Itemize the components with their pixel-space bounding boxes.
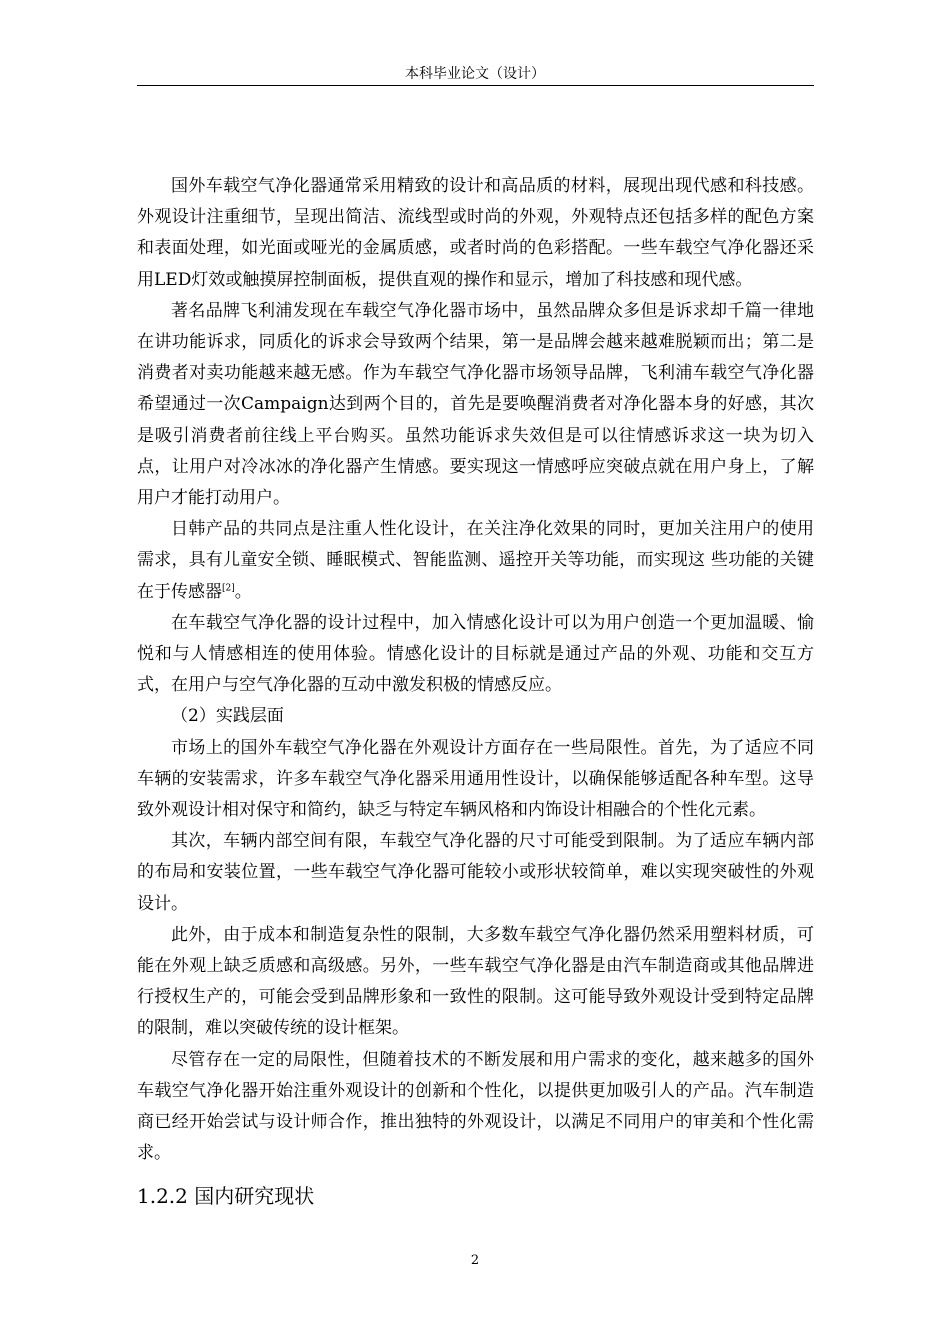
citation-ref: [2]: [222, 582, 235, 593]
citation-suffix: 。: [234, 581, 252, 602]
paragraph-trend: 尽管存在一定的局限性，但随着技术的不断发展和用户需求的变化，越来越多的国外车载空气净化器开始注重外观设计的创新和个性化，以提供更加吸引人的产品。汽车制造商已经开始尝试与设计师合作，推出独特的外观设计，以满足不同用户的审美和个性化需求。: [137, 1049, 814, 1164]
document-body: [137, 171, 814, 1216]
paragraph-space-limitations: 其次，车辆内部空间有限，车载空气净化器的尺寸可能受到限制。为了适应车辆内部的布局和安装位置，一些车载空气净化器可能较小或形状较简单，难以实现突破性的外观设计。: [137, 831, 814, 914]
paragraph-philips-case: 著名品牌飞利浦发现在车载空气净化器市场中，虽然品牌众多但是诉求却千篇一律地在讲功能诉求，同质化的诉求会导致两个结果，第一是品牌会越来越难脱颖而出；第二是消费者对卖功能越来越无感。作为车载空气净化器市场领导品牌，飞利浦车载空气净化器希望通过一次Campaign达到两个目的，首先是要唤醒消费者对净化器本身的好感，其次是吸引消费者前往线上平台购买。虽然功能诉求失效但是可以往情感诉求这一块为切入点，让用户对冷冰冰的净化器产生情感。要实现这一情感呼应突破点就在用户身上，了解用户才能打动用户。: [137, 300, 814, 509]
subheading-practice-level: （2）实践层面: [171, 706, 284, 727]
section-heading: 1.2.2 国内研究现状: [137, 1183, 315, 1208]
paragraph-foreign-design: 国外车载空气净化器通常采用精致的设计和高品质的材料，展现出现代感和科技感。外观设计注重细节，呈现出简洁、流线型或时尚的外观，外观特点还包括多样的配色方案和表面处理，如光面或哑光的金属质感，或者时尚的色彩搭配。一些车载空气净化器还采用LED灯效或触摸屏控制面板，提供直观的操作和显示，增加了科技感和现代感。: [137, 176, 814, 290]
page-number: 2: [470, 1253, 480, 1268]
paragraph-market-limitations: 市场上的国外车载空气净化器在外观设计方面存在一些局限性。首先，为了适应不同车辆的安装需求，许多车载空气净化器采用通用性设计，以确保能够适配各种车型。这导致外观设计相对保守和简约，缺乏与特定车辆风格和内饰设计相融合的个性化元素。: [137, 737, 814, 821]
header-divider: [137, 85, 814, 86]
paragraph-cost-limitations: 此外，由于成本和制造复杂性的限制，大多数车载空气净化器仍然采用塑料材质，可能在外观上缺乏质感和高级感。另外，一些车载空气净化器是由汽车制造商或其他品牌进行授权生产的，可能会受到品牌形象和一致性的限制。这可能导致外观设计受到特定品牌的限制，难以突破传统的设计框架。: [137, 924, 814, 1039]
paragraph-jp-kr-products: [137, 514, 814, 608]
paragraph-jp-kr-text: 日韩产品的共同点是注重人性化设计，在关注净化效果的同时，更加关注用户的使用需求，具有儿童安全锁、睡眠模式、智能监测、遥控开关等功能，而实现这 些功能的关键在于传感器: [137, 519, 814, 602]
paragraph-emotional-design: 在车载空气净化器的设计过程中，加入情感化设计可以为用户创造一个更加温暖、愉悦和与人情感相连的使用体验。情感化设计的目标就是通过产品的外观、功能和交互方式，在用户与空气净化器的互动中激发积极的情感反应。: [137, 612, 814, 696]
running-header: 本科毕业论文（设计）: [405, 66, 545, 82]
